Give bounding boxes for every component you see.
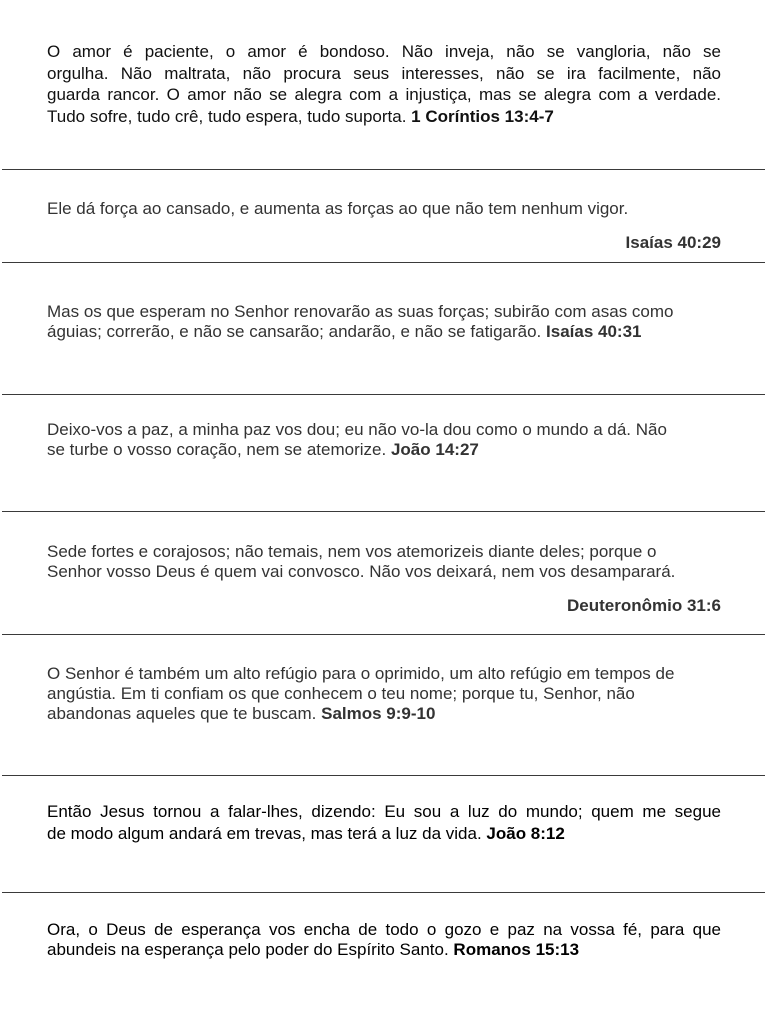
verse-line: Senhor vosso Deus é quem vai convosco. Não vos deixará, nem vos desamparará. (47, 562, 676, 581)
separator (2, 634, 765, 635)
verse-line: angústia. Em ti confiam os que conhecem o teu nome; porque tu, Senhor, não (47, 684, 635, 703)
verse-line: Ora, o Deus de esperança vos encha de todo o gozo e paz na vossa fé, para que (47, 920, 721, 939)
verse-block (47, 664, 721, 724)
separator (2, 892, 765, 893)
verse-block (47, 420, 721, 460)
verse-line (47, 322, 721, 342)
separator (2, 511, 765, 512)
verse-line: Ele dá força ao cansado, e aumenta as forças ao que não tem nenhum vigor. (47, 199, 629, 218)
verse-line: Mas os que esperam no Senhor renovarão as suas forças; subirão com asas como (47, 302, 674, 321)
verse-text: águias; correrão, e não se cansarão; andarão, e não se fatigarão. (47, 322, 542, 341)
verse-block (47, 542, 721, 616)
verse-reference: Isaías 40:29 (625, 233, 721, 252)
verse-text: se turbe o vosso coração, nem se atemorize. (47, 440, 387, 459)
verse-reference: Isaías 40:31 (546, 322, 642, 341)
verse-reference: Deuteronômio 31:6 (567, 596, 721, 615)
verse-block (47, 199, 721, 253)
verse-line: O Senhor é também um alto refúgio para o oprimido, um alto refúgio em tempos de (47, 664, 675, 683)
verse-block (47, 302, 721, 342)
verse-reference: Salmos 9:9-10 (321, 704, 436, 723)
separator (2, 394, 765, 395)
separator (2, 262, 765, 263)
verse-block (47, 801, 721, 845)
verse-line: guarda rancor. O amor não se alegra com a injustiça, mas se alegra com a verdade. (47, 85, 721, 104)
verse-line: Então Jesus tornou a falar-lhes, dizendo: Eu sou a luz do mundo; quem me segue (47, 802, 721, 821)
verse-line: orgulha. Não maltrata, não procura seus interesses, não se ira facilmente, não (47, 63, 721, 83)
verse-line: O amor é paciente, o amor é bondoso. Não inveja, não se vangloria, não se (47, 42, 721, 61)
separator (2, 169, 765, 170)
verse-text: abandonas aqueles que te buscam. (47, 704, 317, 723)
verse-line: Sede fortes e corajosos; não temais, nem vos atemorizeis diante deles; porque o (47, 542, 657, 561)
verse-reference: 1 Coríntios 13:4-7 (411, 106, 554, 126)
verse-line (47, 704, 721, 724)
verse-reference: João 14:27 (390, 440, 479, 459)
verse-block (47, 920, 721, 960)
verse-line: Deixo-vos a paz, a minha paz vos dou; eu não vo-la dou como o mundo a dá. Não (47, 420, 667, 439)
verse-text: de modo algum andará em trevas, mas terá a luz da vida. (47, 824, 482, 843)
verse-reference: João 8:12 (486, 824, 565, 843)
verse-text: Tudo sofre, tudo crê, tudo espera, tudo suporta. (47, 106, 407, 126)
separator (2, 775, 765, 776)
verse-reference: Romanos 15:13 (453, 940, 580, 959)
verse-text: abundeis na esperança pelo poder do Espírito Santo. (47, 940, 449, 959)
verse-block (47, 41, 721, 127)
verse-line (47, 440, 721, 460)
verse-line (47, 823, 721, 845)
verse-line (47, 940, 721, 960)
verse-line (47, 106, 721, 128)
